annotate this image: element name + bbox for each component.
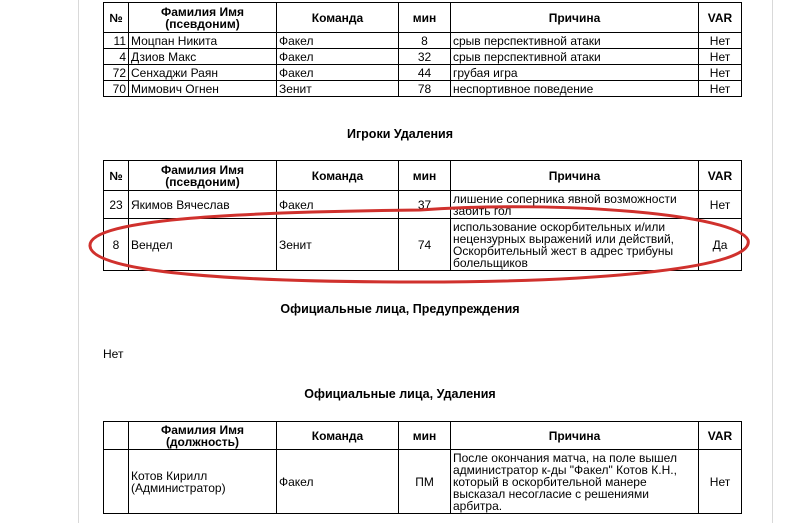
cell-name: Дзиов Макс [129,49,277,65]
table-header-row [104,3,742,33]
officials-warnings-value: Нет [103,347,124,361]
page-edge-left [78,0,79,523]
header-name: Фамилия Имя (должность) [129,422,277,450]
cell-reason: использование оскорбительных и/или нецензурных выражений или действий, Оскорбительный жест в адрес трибуны болельщиков [451,219,699,271]
header-team: Команда [277,422,399,450]
page-edge-right [772,0,773,523]
header-minute: мин [399,3,451,33]
cell-team: Зенит [277,81,399,97]
header-var: VAR [699,422,742,450]
cell-var: Нет [699,81,742,97]
cell-team: Факел [277,33,399,49]
cell-number: 70 [104,81,129,97]
section-title-player-ejections: Игроки Удаления [346,127,453,141]
header-var: VAR [699,161,742,191]
section-title-officials-ejections: Официальные лица, Удаления [304,387,496,401]
cell-minute: 74 [399,219,451,271]
header-var: VAR [699,3,742,33]
cell-minute: 44 [399,65,451,81]
cell-var: Нет [699,33,742,49]
cell-minute: 78 [399,81,451,97]
header-number: № [104,3,129,33]
header-name: Фамилия Имя (псевдоним) [129,3,277,33]
cell-name: Котов Кирилл (Администратор) [129,450,277,514]
cell-reason: грубая игра [451,65,699,81]
cell-reason: лишение соперника явной возможности забить гол [451,191,699,219]
header-minute: мин [399,422,451,450]
header-minute: мин [399,161,451,191]
table-row [104,49,742,65]
table-row [104,450,742,514]
players-warnings-table [103,2,742,97]
cell-name: Мимович Огнен [129,81,277,97]
cell-team: Факел [277,65,399,81]
cell-number: 23 [104,191,129,219]
officials-ejections-table [103,421,742,514]
header-reason: Причина [451,422,699,450]
cell-name: Моцпан Никита [129,33,277,49]
header-reason: Причина [451,3,699,33]
cell-var: Нет [699,49,742,65]
table-header-row [104,422,742,450]
cell-reason: неспортивное поведение [451,81,699,97]
players-ejections-table [103,160,742,271]
cell-minute: 32 [399,49,451,65]
cell-name: Якимов Вячеслав [129,191,277,219]
cell-number [104,450,129,514]
cell-team: Факел [277,49,399,65]
cell-var: Да [699,219,742,271]
cell-name: Вендел [129,219,277,271]
section-title-officials-warnings: Официальные лица, Предупреждения [280,302,520,316]
cell-number: 8 [104,219,129,271]
header-reason: Причина [451,161,699,191]
cell-number: 11 [104,33,129,49]
table-row [104,219,742,271]
table-header-row [104,161,742,191]
cell-minute: 37 [399,191,451,219]
header-number: № [104,161,129,191]
header-number [104,422,129,450]
table-row [104,65,742,81]
table-row [104,81,742,97]
cell-minute: 8 [399,33,451,49]
cell-number: 72 [104,65,129,81]
cell-team: Факел [277,450,399,514]
cell-reason: срыв перспективной атаки [451,49,699,65]
cell-team: Факел [277,191,399,219]
cell-reason: срыв перспективной атаки [451,33,699,49]
cell-name: Сенхаджи Раян [129,65,277,81]
header-name: Фамилия Имя (псевдоним) [129,161,277,191]
table-row [104,191,742,219]
cell-team: Зенит [277,219,399,271]
cell-number: 4 [104,49,129,65]
cell-var: Нет [699,65,742,81]
table-row [104,33,742,49]
cell-var: Нет [699,191,742,219]
cell-var: Нет [699,450,742,514]
cell-minute: ПМ [399,450,451,514]
cell-reason: После окончания матча, на поле вышел администратор к-ды "Факел" Котов К.Н., который в оскорбительной манере высказал несогласие с решениями арбитра. [451,450,699,514]
header-team: Команда [277,3,399,33]
header-team: Команда [277,161,399,191]
